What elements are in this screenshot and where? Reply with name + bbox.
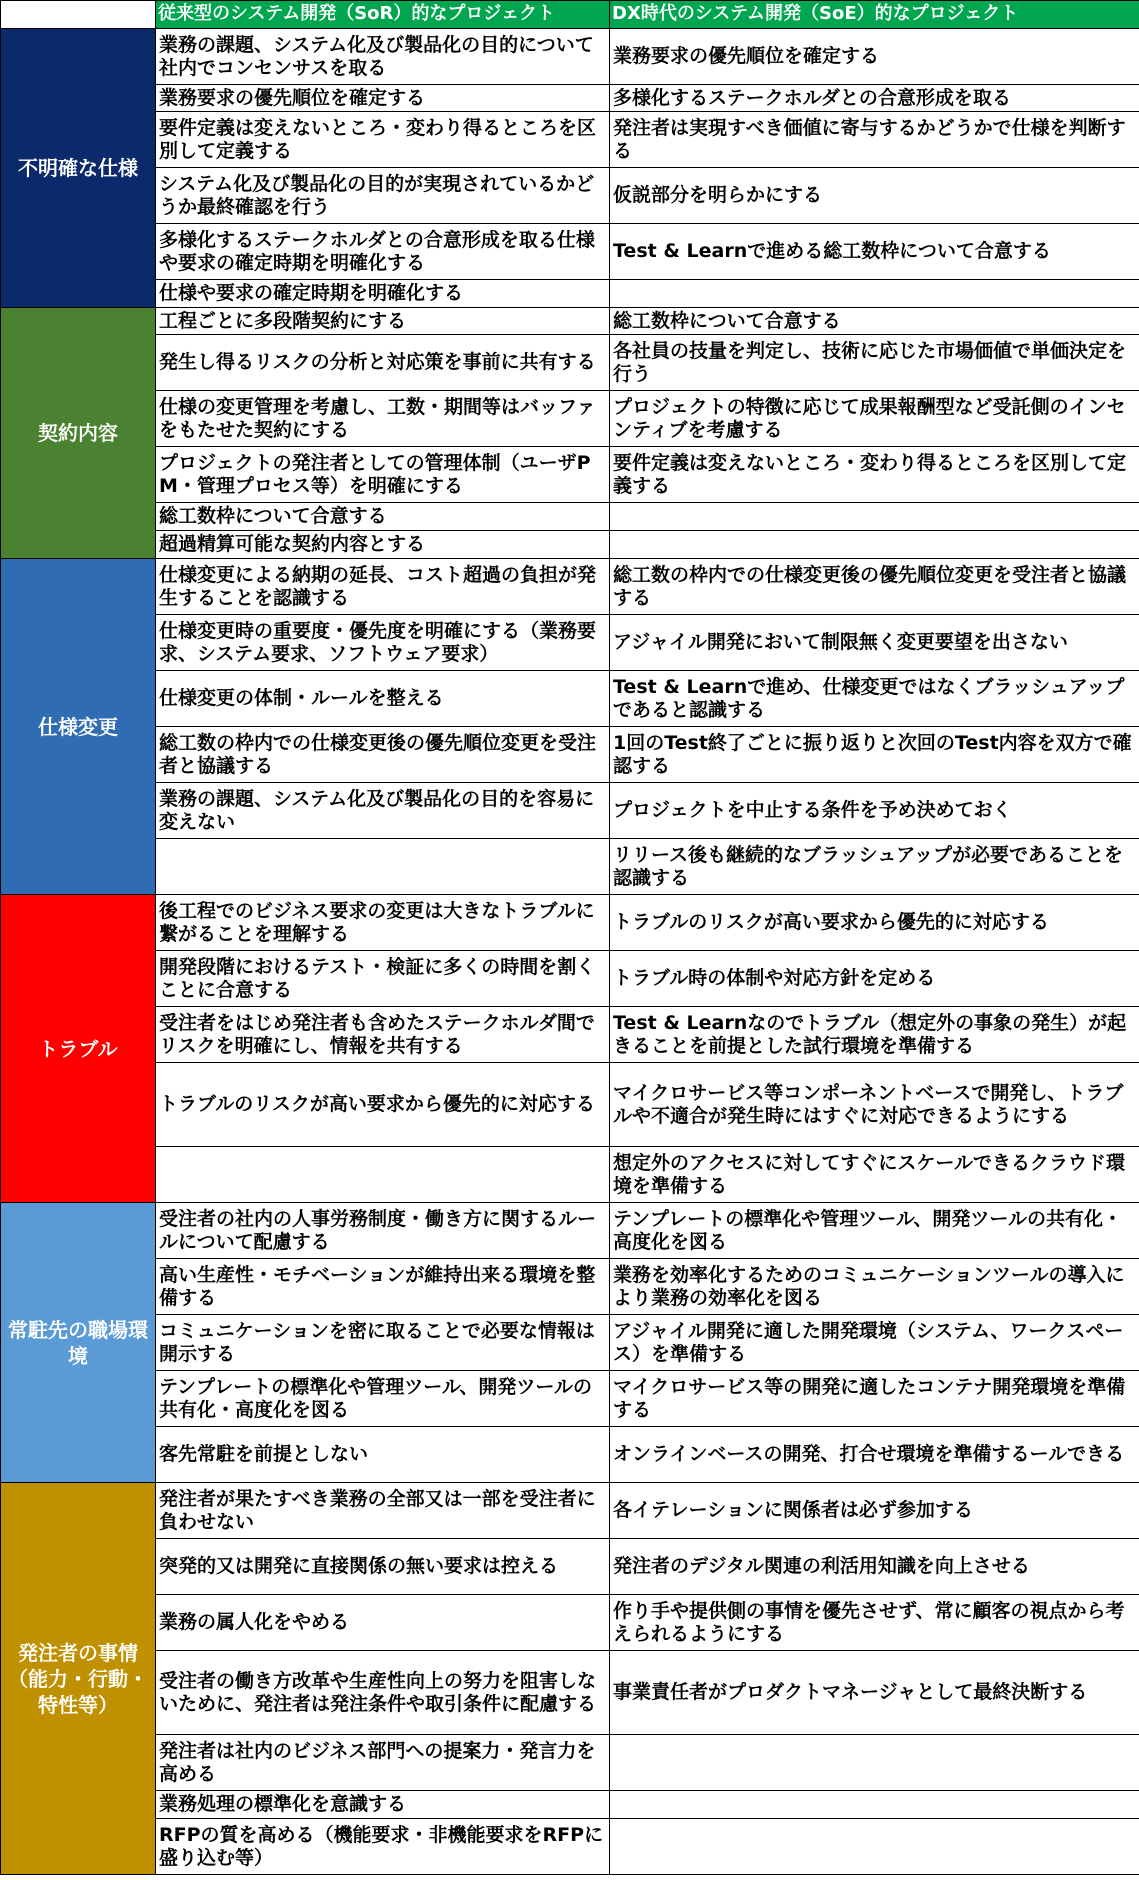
- sor-cell: 業務要求の優先順位を確定する: [156, 85, 610, 112]
- category-trouble: トラブル: [1, 895, 156, 1203]
- sor-cell: 受注者の社内の人事労務制度・働き方に関するルールについて配慮する: [156, 1203, 610, 1259]
- soe-cell: [610, 531, 1139, 559]
- soe-cell: トラブルのリスクが高い要求から優先的に対応する: [610, 895, 1139, 951]
- sor-cell: テンプレートの標準化や管理ツール、開発ツールの共有化・高度化を図る: [156, 1371, 610, 1427]
- soe-cell: リリース後も継続的なブラッシュアップが必要であることを認識する: [610, 839, 1139, 895]
- table-row: [1, 895, 1139, 951]
- table-row: [1, 1735, 1139, 1791]
- soe-cell: 多様化するステークホルダとの合意形成を取る: [610, 85, 1139, 112]
- sor-cell: [156, 839, 610, 895]
- sor-cell: 業務の課題、システム化及び製品化の目的を容易に変えない: [156, 783, 610, 839]
- table-row: [1, 615, 1139, 671]
- header-blank-cell: [1, 1, 156, 29]
- soe-cell: プロジェクトを中止する条件を予め決めておく: [610, 783, 1139, 839]
- table-row: [1, 1651, 1139, 1735]
- soe-cell: [610, 1791, 1139, 1819]
- soe-cell: トラブル時の体制や対応方針を定める: [610, 951, 1139, 1007]
- table-row: [1, 1483, 1139, 1539]
- soe-cell: マイクロサービス等の開発に適したコンテナ開発環境を準備する: [610, 1371, 1139, 1427]
- table-row: [1, 783, 1139, 839]
- sor-cell: 仕様変更による納期の延長、コスト超過の負担が発生することを認識する: [156, 559, 610, 615]
- header-sor: 従来型のシステム開発（SoR）的なプロジェクト: [156, 1, 610, 29]
- sor-cell: 仕様や要求の確定時期を明確化する: [156, 280, 610, 308]
- soe-cell: テンプレートの標準化や管理ツール、開発ツールの共有化・高度化を図る: [610, 1203, 1139, 1259]
- category-unclear-spec: 不明確な仕様: [1, 29, 156, 308]
- table-row: [1, 559, 1139, 615]
- sor-cell: 受注者をはじめ発注者も含めたステークホルダ間でリスクを明確にし、情報を共有する: [156, 1007, 610, 1063]
- table-row: [1, 1007, 1139, 1063]
- table-row: [1, 224, 1139, 280]
- soe-cell: 業務要求の優先順位を確定する: [610, 29, 1139, 85]
- sor-cell: 総工数の枠内での仕様変更後の優先順位変更を受注者と協議する: [156, 727, 610, 783]
- table-row: [1, 1427, 1139, 1483]
- soe-cell: 発注者のデジタル関連の利活用知識を向上させる: [610, 1539, 1139, 1595]
- header-soe: DX時代のシステム開発（SoE）的なプロジェクト: [610, 1, 1139, 29]
- sor-cell: 多様化するステークホルダとの合意形成を取る仕様や要求の確定時期を明確化する: [156, 224, 610, 280]
- table-row: [1, 1595, 1139, 1651]
- sor-cell: 仕様変更時の重要度・優先度を明確にする（業務要求、システム要求、ソフトウェア要求）: [156, 615, 610, 671]
- table-row: [1, 1203, 1139, 1259]
- soe-cell: 仮説部分を明らかにする: [610, 168, 1139, 224]
- soe-cell: プロジェクトの特徴に応じて成果報酬型など受託側のインセンティブを考慮する: [610, 391, 1139, 447]
- table-row: [1, 308, 1139, 335]
- soe-cell: [610, 1819, 1139, 1875]
- sor-cell: 後工程でのビジネス要求の変更は大きなトラブルに繋がることを理解する: [156, 895, 610, 951]
- table-row: [1, 503, 1139, 531]
- soe-cell: マイクロサービス等コンポーネントベースで開発し、トラブルや不適合が発生時にはすぐに対応できるようにする: [610, 1063, 1139, 1147]
- soe-cell: 想定外のアクセスに対してすぐにスケールできるクラウド環境を準備する: [610, 1147, 1139, 1203]
- sor-cell: 工程ごとに多段階契約にする: [156, 308, 610, 335]
- soe-cell: 1回のTest終了ごとに振り返りと次回のTest内容を双方で確認する: [610, 727, 1139, 783]
- soe-cell: 発注者は実現すべき価値に寄与するかどうかで仕様を判断する: [610, 112, 1139, 168]
- sor-cell: トラブルのリスクが高い要求から優先的に対応する: [156, 1063, 610, 1147]
- sor-cell: 要件定義は変えないところ・変わり得るところを区別して定義する: [156, 112, 610, 168]
- table-body: [1, 29, 1139, 1875]
- soe-cell: 総工数の枠内での仕様変更後の優先順位変更を受注者と協議する: [610, 559, 1139, 615]
- soe-cell: アジャイル開発に適した開発環境（システム、ワークスペース）を準備する: [610, 1315, 1139, 1371]
- soe-cell: [610, 503, 1139, 531]
- table-row: [1, 1147, 1139, 1203]
- sor-cell: 突発的又は開発に直接関係の無い要求は控える: [156, 1539, 610, 1595]
- table-row: [1, 1819, 1139, 1875]
- sor-cell: 発生し得るリスクの分析と対応策を事前に共有する: [156, 335, 610, 391]
- table-row: [1, 1259, 1139, 1315]
- category-spec-change: 仕様変更: [1, 559, 156, 895]
- table-row: [1, 1371, 1139, 1427]
- sor-cell: 総工数枠について合意する: [156, 503, 610, 531]
- sor-cell: システム化及び製品化の目的が実現されているかどうか最終確認を行う: [156, 168, 610, 224]
- table-row: [1, 1315, 1139, 1371]
- sor-cell: 業務処理の標準化を意識する: [156, 1791, 610, 1819]
- table-row: [1, 1539, 1139, 1595]
- soe-cell: Test & Learnなのでトラブル（想定外の事象の発生）が起きることを前提とした試行環境を準備する: [610, 1007, 1139, 1063]
- soe-cell: 要件定義は変えないところ・変わり得るところを区別して定義する: [610, 447, 1139, 503]
- sor-cell: 開発段階におけるテスト・検証に多くの時間を割くことに合意する: [156, 951, 610, 1007]
- sor-cell: 高い生産性・モチベーションが維持出来る環境を整備する: [156, 1259, 610, 1315]
- sor-cell: 受注者の働き方改革や生産性向上の努力を阻害しないために、発注者は発注条件や取引条件に配慮する: [156, 1651, 610, 1735]
- sor-cell: 発注者は社内のビジネス部門への提案力・発言力を高める: [156, 1735, 610, 1791]
- table-row: [1, 1791, 1139, 1819]
- sor-cell: 業務の課題、システム化及び製品化の目的について社内でコンセンサスを取る: [156, 29, 610, 85]
- table-row: [1, 1063, 1139, 1147]
- table-row: [1, 280, 1139, 308]
- table-row: [1, 112, 1139, 168]
- soe-cell: 各社員の技量を判定し、技術に応じた市場価値で単価決定を行う: [610, 335, 1139, 391]
- sor-cell: 仕様変更の体制・ルールを整える: [156, 671, 610, 727]
- header-row: [1, 1, 1139, 29]
- soe-cell: 業務を効率化するためのコミュニケーションツールの導入により業務の効率化を図る: [610, 1259, 1139, 1315]
- soe-cell: Test & Learnで進める総工数枠について合意する: [610, 224, 1139, 280]
- category-client-circumstances: 発注者の事情（能力・行動・特性等）: [1, 1483, 156, 1875]
- sor-cell: 超過精算可能な契約内容とする: [156, 531, 610, 559]
- soe-cell: Test & Learnで進め、仕様変更ではなくブラッシュアップであると認識する: [610, 671, 1139, 727]
- sor-cell: 仕様の変更管理を考慮し、工数・期間等はバッファをもたせた契約にする: [156, 391, 610, 447]
- table-row: [1, 839, 1139, 895]
- table-row: [1, 29, 1139, 85]
- sor-cell: [156, 1147, 610, 1203]
- soe-cell: アジャイル開発において制限無く変更要望を出さない: [610, 615, 1139, 671]
- soe-cell: 総工数枠について合意する: [610, 308, 1139, 335]
- table-row: [1, 168, 1139, 224]
- table-row: [1, 671, 1139, 727]
- category-contract: 契約内容: [1, 308, 156, 559]
- soe-cell: オンラインベースの開発、打合せ環境を準備するールできる: [610, 1427, 1139, 1483]
- table-row: [1, 951, 1139, 1007]
- table-row: [1, 447, 1139, 503]
- soe-cell: [610, 1735, 1139, 1791]
- sor-cell: プロジェクトの発注者としての管理体制（ユーザPM・管理プロセス等）を明確にする: [156, 447, 610, 503]
- table-row: [1, 727, 1139, 783]
- soe-cell: 事業責任者がプロダクトマネージャとして最終決断する: [610, 1651, 1139, 1735]
- table-row: [1, 85, 1139, 112]
- soe-cell: 作り手や提供側の事情を優先させず、常に顧客の視点から考えられるようにする: [610, 1595, 1139, 1651]
- sor-cell: 発注者が果たすべき業務の全部又は一部を受注者に負わせない: [156, 1483, 610, 1539]
- sor-cell: 業務の属人化をやめる: [156, 1595, 610, 1651]
- table-row: [1, 531, 1139, 559]
- soe-cell: 各イテレーションに関係者は必ず参加する: [610, 1483, 1139, 1539]
- category-workplace: 常駐先の職場環境: [1, 1203, 156, 1483]
- table-row: [1, 391, 1139, 447]
- sor-cell: コミュニケーションを密に取ることで必要な情報は開示する: [156, 1315, 610, 1371]
- sor-cell: 客先常駐を前提としない: [156, 1427, 610, 1483]
- table-row: [1, 335, 1139, 391]
- sor-cell: RFPの質を高める（機能要求・非機能要求をRFPに盛り込む等）: [156, 1819, 610, 1875]
- soe-cell: [610, 280, 1139, 308]
